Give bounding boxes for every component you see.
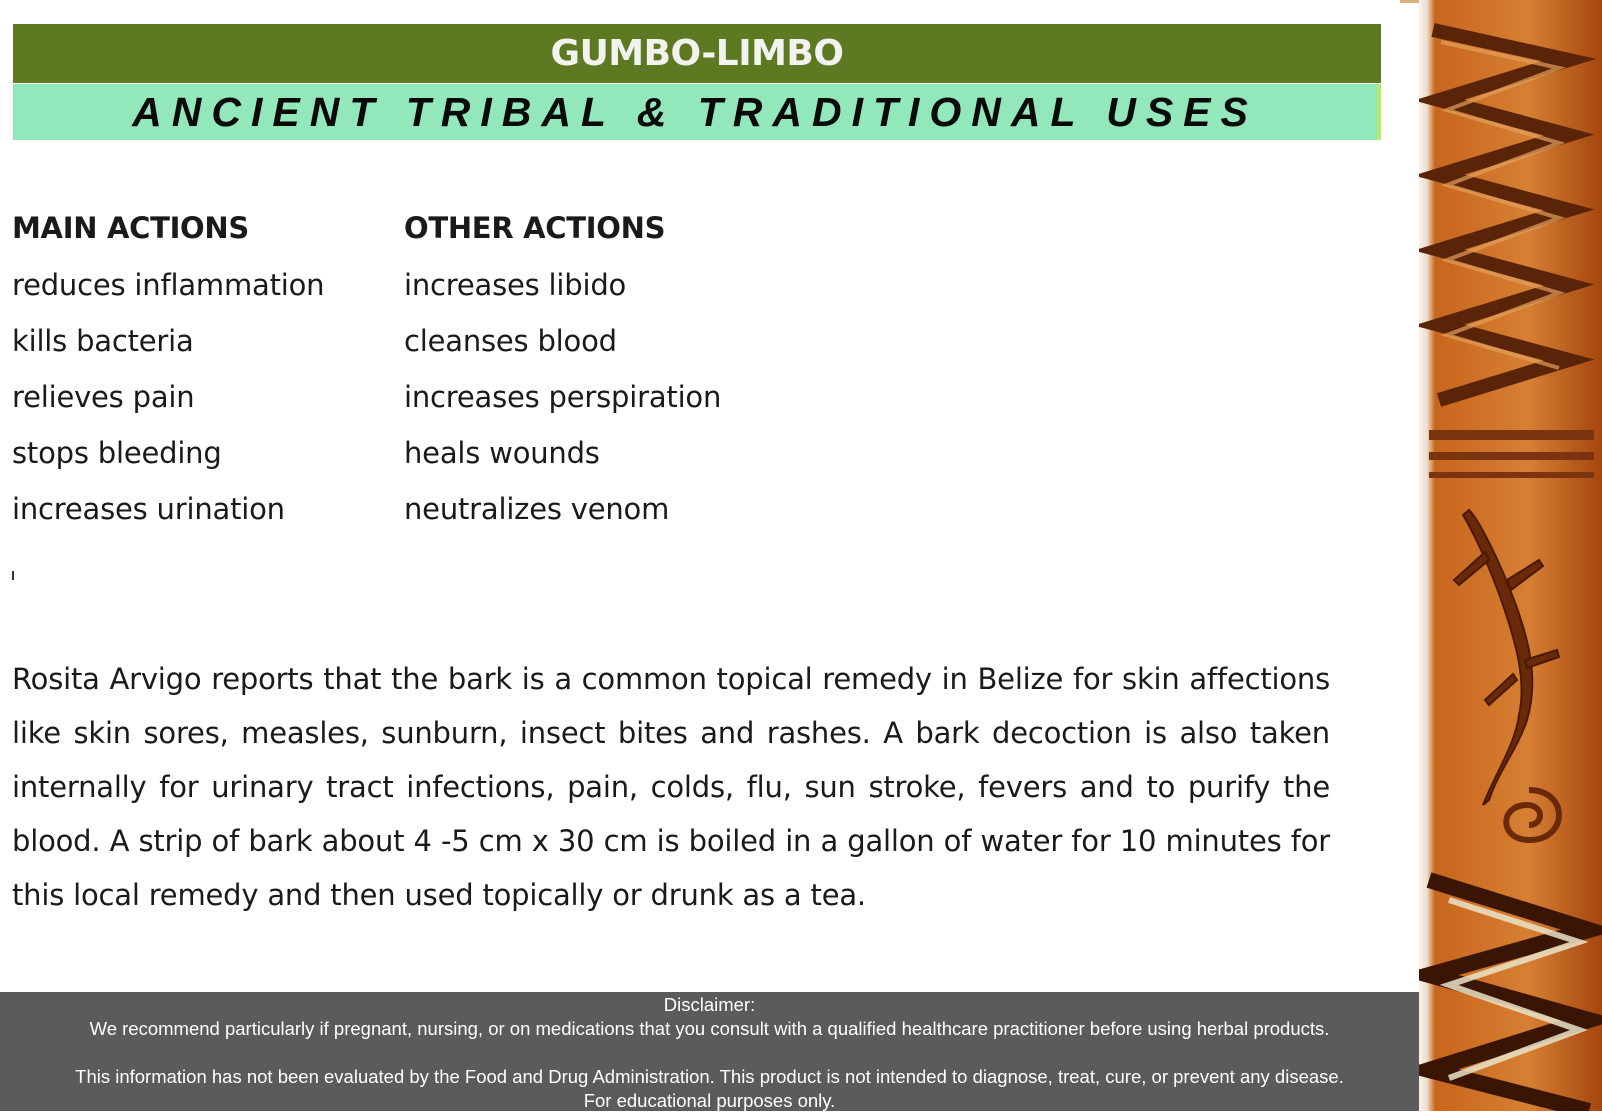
main-actions-column	[12, 204, 324, 540]
list-item: kills bacteria	[12, 324, 194, 358]
body-paragraph: Rosita Arvigo reports that the bark is a common topical remedy in Belize for skin affections like skin sores, measles, sunburn, insect bites and rashes. A bark decoction is also taken internally for urinary tract infections, pain, colds, flu, sun stroke, fevers and to purify the blood. A strip of bark about 4 -5 cm x 30 cm is boiled in a gallon of water for 10 minutes for this local remedy and then used topically or drunk as a tea.	[12, 662, 1330, 912]
disclaimer-line: We recommend particularly if pregnant, nursing, or on medications that you consult with a qualified healthcare practitioner before using herbal products.	[89, 1018, 1330, 1039]
list-item: cleanses blood	[404, 324, 617, 358]
list-item: increases perspiration	[404, 380, 722, 414]
list-item: relieves pain	[12, 380, 195, 414]
list-item: neutralizes venom	[404, 492, 670, 526]
list-item: heals wounds	[404, 436, 600, 470]
page-title: GUMBO-LIMBO	[13, 24, 1381, 83]
other-actions-heading: OTHER ACTIONS	[404, 211, 666, 245]
stray-mark	[12, 571, 14, 580]
lizard-icon	[1454, 510, 1559, 805]
page-subtitle: ANCIENT TRIBAL & TRADITIONAL USES	[13, 84, 1381, 140]
divider-bands	[1429, 430, 1594, 478]
disclaimer-spacer	[0, 1041, 1419, 1065]
list-item: reduces inflammation	[12, 268, 325, 302]
list-item: stops bleeding	[12, 436, 222, 470]
main-actions-heading: MAIN ACTIONS	[12, 211, 249, 245]
other-actions-list	[404, 260, 721, 540]
disclaimer-label: Disclaimer:	[663, 994, 756, 1015]
disclaimer-footer	[0, 992, 1419, 1111]
disclaimer-line: For educational purposes only.	[583, 1090, 836, 1111]
other-actions-column	[404, 204, 721, 540]
spiral-icon	[1506, 790, 1559, 840]
list-item: increases libido	[404, 268, 627, 302]
list-item: increases urination	[12, 492, 285, 526]
carving-artwork	[1419, 0, 1602, 1111]
disclaimer-line: This information has not been evaluated by the Food and Drug Administration. This product is not intended to diagnose, treat, cure, or prevent any disease.	[75, 1066, 1344, 1087]
carved-wood-panel	[1419, 0, 1602, 1111]
main-actions-list	[12, 260, 324, 540]
corner-accent	[1400, 0, 1419, 3]
